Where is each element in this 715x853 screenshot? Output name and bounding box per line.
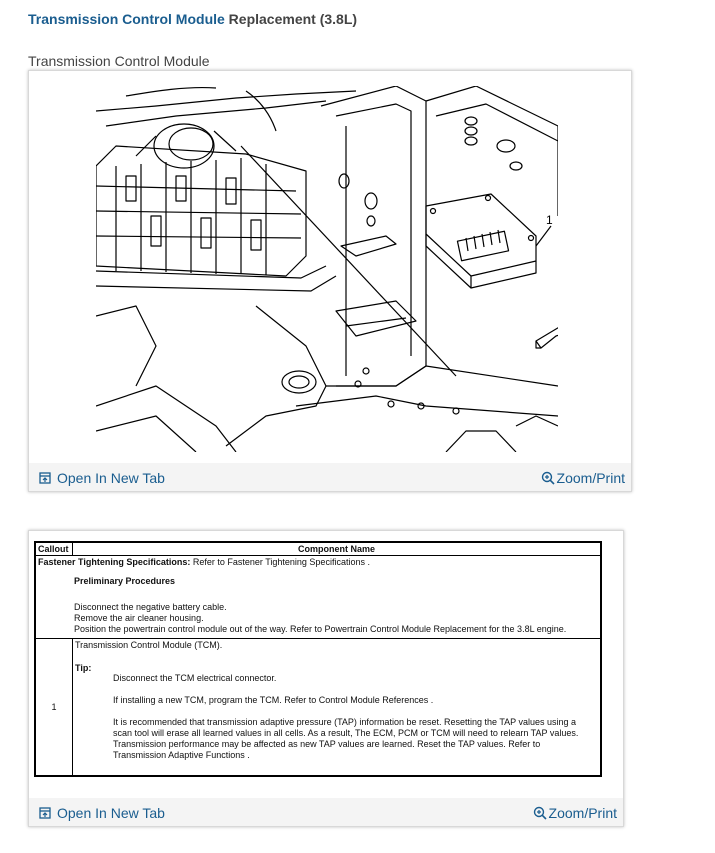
header-component-name: Component Name xyxy=(73,542,602,556)
tcm-illustration xyxy=(96,86,558,452)
open-in-new-tab-icon xyxy=(39,807,51,819)
open-in-new-tab-icon xyxy=(39,472,51,484)
table-row-1 xyxy=(35,639,601,777)
spec-label: Fastener Tightening Specifications: xyxy=(38,557,191,567)
preliminary-step: Position the powertrain control module out of the way. Refer to Powertrain Control Module Replacement for the 3.8L engine. xyxy=(74,624,567,634)
tip-label: Tip: xyxy=(75,663,92,673)
page-title xyxy=(28,11,357,27)
table-row-preliminary xyxy=(35,556,601,639)
open-in-new-tab-label: Open In New Tab xyxy=(57,470,165,486)
preliminary-heading: Preliminary Procedures xyxy=(74,576,176,586)
tip-step: Disconnect the TCM electrical connector. xyxy=(113,673,277,683)
table-header-row xyxy=(35,542,601,556)
zoom-icon xyxy=(533,806,547,820)
tip-step: If installing a new TCM, program the TCM. Refer to Control Module References . xyxy=(113,695,434,705)
tip-step-line: scan tool will erase all learned values in all cells. As a result, The ECM, PCM or TCM will need to relearn TAP values. xyxy=(113,728,579,738)
zoom-print-link[interactable] xyxy=(541,470,625,486)
row-callout: 1 xyxy=(35,639,73,777)
row-component-name: Transmission Control Module (TCM). xyxy=(75,640,223,650)
open-in-new-tab-link[interactable] xyxy=(39,470,165,486)
page-title-highlight: Transmission Control Module xyxy=(28,11,225,27)
preliminary-step: Remove the air cleaner housing. xyxy=(74,613,204,623)
preliminary-cell xyxy=(35,556,601,639)
zoom-print-label: Zoom/Print xyxy=(548,805,617,821)
page-title-rest: Replacement (3.8L) xyxy=(224,11,358,27)
component-table xyxy=(34,541,602,777)
tip-step-line: Transmission Adaptive Functions . xyxy=(113,750,250,760)
header-callout: Callout xyxy=(35,542,73,556)
callout-label: 1 xyxy=(546,213,553,227)
open-in-new-tab-link[interactable] xyxy=(39,805,165,821)
figure-panel xyxy=(28,70,632,492)
tip-step-line: It is recommended that transmission adaptive pressure (TAP) information be reset. Resetting the TAP values using a xyxy=(113,717,577,727)
preliminary-procedures xyxy=(38,567,598,637)
component-table-panel xyxy=(28,530,624,827)
zoom-icon xyxy=(541,471,555,485)
tip-content xyxy=(113,673,598,761)
spec-text: Refer to Fastener Tightening Specifications . xyxy=(190,557,370,567)
open-in-new-tab-label: Open In New Tab xyxy=(57,805,165,821)
preliminary-step: Disconnect the negative battery cable. xyxy=(74,602,227,612)
zoom-print-label: Zoom/Print xyxy=(556,470,625,486)
figure-caption: Transmission Control Module xyxy=(28,53,210,69)
zoom-print-link[interactable] xyxy=(533,805,617,821)
row-component-cell xyxy=(73,639,602,777)
tip-step-line: Transmission performance may be affected as new TAP values are learned. Reset the TAP values. Refer to xyxy=(113,739,541,749)
